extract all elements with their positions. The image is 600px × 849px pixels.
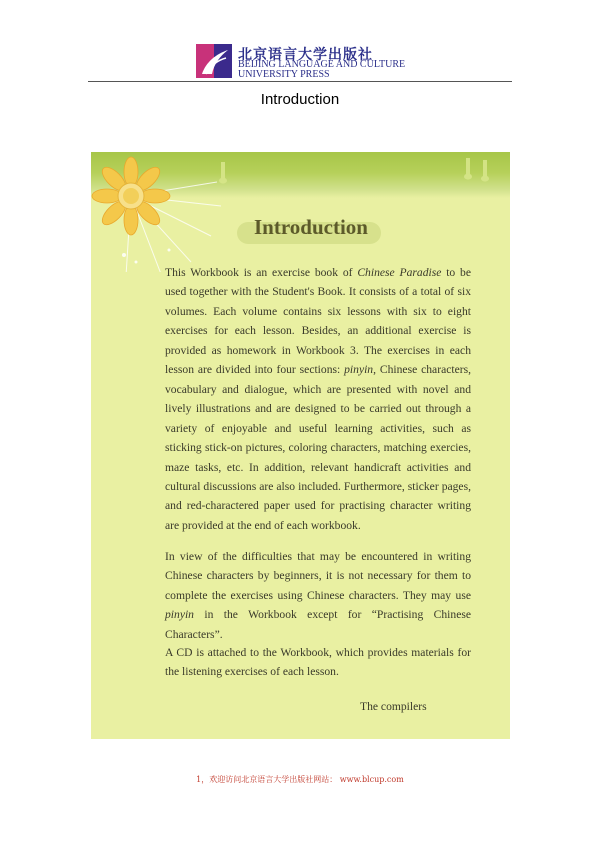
publisher-name-en-line2: UNIVERSITY PRESS bbox=[238, 69, 330, 80]
paragraph-2 bbox=[165, 547, 471, 644]
signature: The compilers bbox=[360, 700, 427, 713]
paragraph-1 bbox=[165, 263, 471, 535]
paragraph-2-post: in the Workbook except for “Practising Chinese Characters”. bbox=[165, 608, 471, 641]
paragraph-1-post: , Chinese characters, vocabulary and dialogue, which are presented with novel and lively illustrations and are designed to be carried out through a variety of enjoyable and useful learning activities, such as sticking stick-on pictures, coloring characters, matching exercies, maze tasks, etc. In addition, relevant handicraft activities and cultural discussions are also included. Furthermore, sticker pages, and red-charactered paper used for practising character writing are provided at the end of each workbook. bbox=[165, 363, 471, 532]
panel-title: Introduction bbox=[254, 215, 368, 239]
paragraph-1-italic-pinyin: pinyin bbox=[344, 363, 374, 377]
page-title: Introduction bbox=[260, 91, 340, 108]
publisher-name-cn: 北京语言大学出版社 bbox=[238, 47, 373, 63]
page-header bbox=[0, 0, 600, 110]
publisher-name-en bbox=[238, 60, 405, 80]
paragraph-3: A CD is attached to the Workbook, which provides materials for the listening exercises of each lesson. bbox=[165, 646, 471, 679]
paragraph-1-mid: to be used together with the Student's Book. It consists of a total of six volumes. Each volume contains six lessons with six to eight exercises for each lesson. Besides, an additional exercise is provided as homework in Workbook 3. The exercises in each lesson are divided into four sections: bbox=[165, 266, 471, 377]
introduction-panel bbox=[91, 152, 510, 739]
page-footer: 1，欢迎访问北京语言大学出版社网站： www.blcup.com bbox=[196, 775, 404, 784]
publisher-name-en-line1: BEIJING LANGUAGE AND CULTURE bbox=[238, 59, 406, 70]
paragraph-1-pre: This Workbook is an exercise book of bbox=[165, 266, 358, 279]
header-divider bbox=[88, 81, 512, 82]
paragraph-2-italic-pinyin: pinyin bbox=[165, 608, 194, 622]
paragraph-2-pre: In view of the difficulties that may be encountered in writing Chinese characters by beginners, it is not necessary for them to complete the exercises using Chinese characters. They may use bbox=[165, 550, 471, 602]
paragraph-1-italic-title: Chinese Paradise bbox=[357, 266, 442, 279]
publisher-logo-icon bbox=[196, 44, 232, 78]
sunflower-decoration-icon bbox=[91, 152, 510, 272]
